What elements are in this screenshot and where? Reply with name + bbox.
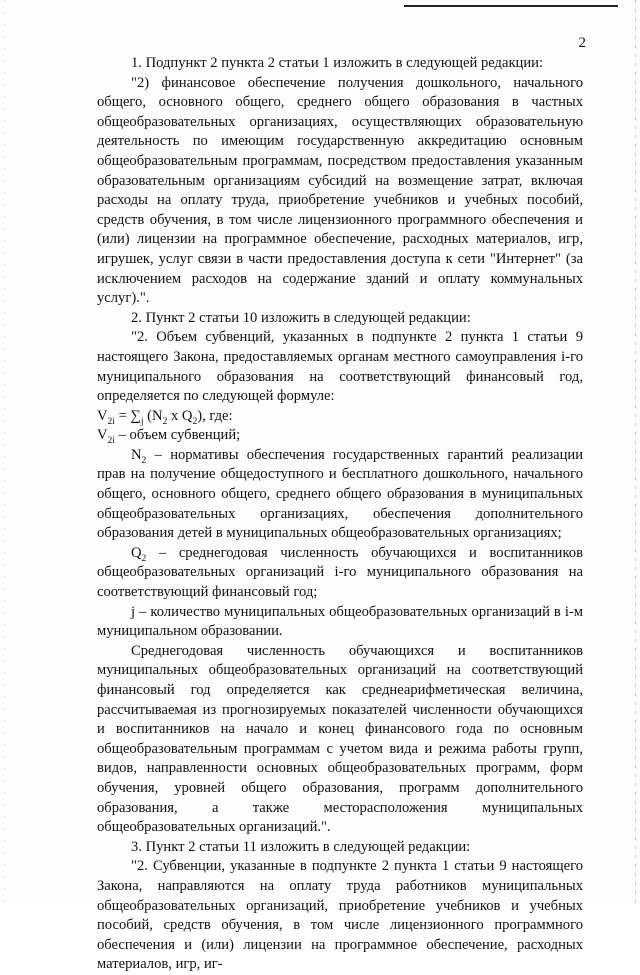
definition-v-text: – объем субвенций; [114, 427, 241, 444]
definition-v-symbol: $V_{2i}$ [97, 427, 115, 447]
scan-edge-right [635, 0, 636, 905]
definition-n [97, 446, 583, 544]
subvention-formula [97, 407, 583, 427]
formula-n-symbol: (N [143, 407, 163, 424]
formula-tail: ), где: [197, 407, 233, 424]
formula-sum-subscript: j [140, 416, 144, 427]
formula-q-symbol: x Q [167, 407, 193, 424]
amendment-3-heading: 3. Пункт 2 статьи 11 изложить в следующей редакции: [131, 838, 471, 855]
average-enrollment-paragraph: Среднегодовая численность обучающихся и воспитанников муниципальных общеобразовательных организаций на соответствующий финансовый год определяется как среднеарифметическая величина, рассчитываемая из прогнозируемых показателей численности обучающихся и воспитанников на начало и конец финансового года по основным общеобразовательным программам с учетом вида и режима работы групп, видов, направленности основных общеобразовательных программ, форм обучения, уровней общего образования, программ дополнительного образования, а также месторасположения муниципальных общеобразовательных организаций.". [97, 642, 583, 836]
amendment-2-heading: 2. Пункт 2 статьи 10 изложить в следующей редакции: [131, 309, 471, 326]
definition-n-symbol: $N_2$ [131, 446, 147, 466]
header-rule [404, 5, 618, 7]
amendment-3-text: "2. Субвенции, указанные в подпункте 2 пункта 1 статьи 9 настоящего Закона, направляются на оплату труда работников муниципальных общеобразовательных организаций, приобретение учебников и учебных пособий, средств обучения, в том числе лицензионного программного обеспечения и (или) лицензии на программное обеспечение, расходных материалов, игр, иг- [97, 858, 583, 973]
amendment-1-text: "2) финансовое обеспечение получения дошкольного, начального общего, основного общего, среднего общего образования в частных общеобразовательных организациях, осуществляющих образовательную деятельность по имеющим государственную аккредитацию основным общеобразовательным программам, посредством предоставления указанным образовательным организациям субсидий на возмещение затрат, включая расходы на оплату труда, приобретение учебников и учебных пособий, средств обучения, в том числе лицензионного программного обеспечения и (или) лицензии на программное обеспечение, расходных материалов, игр, игрушек, услуг связи в части предоставления доступа к сети "Интернет" (за исключением расходов на содержание зданий и оплату коммунальных услуг).". [97, 74, 583, 307]
amendment-1-heading: 1. Подпункт 2 пункта 2 статьи 1 изложить в следующей редакции: [131, 55, 544, 71]
amendment-2-text: "2. Объем субвенций, указанных в подпункте 2 пункта 1 статьи 9 настоящего Закона, предоставляемых органам местного самоуправления i-го муниципального образования на соответствующий финансовый год, определяется по следующей формуле: [97, 329, 583, 405]
definition-j-symbol: j [131, 603, 136, 620]
definition-j [97, 603, 583, 642]
page-number: 2 [578, 35, 586, 51]
formula-n-subscript: 2 [162, 416, 168, 427]
formula-q-subscript: 2 [192, 416, 198, 427]
definition-q [97, 544, 583, 603]
scan-edge-left [4, 0, 5, 905]
formula-v-subscript: 2i [107, 416, 115, 427]
definition-q-symbol: $Q_2$ [131, 544, 147, 564]
definition-n-text: – нормативы обеспечения государственных гарантий реализации прав на получение общедоступного и бесплатного дошкольного, начального общего, основного общего, среднего общего образования в муниципальных общеобразовательных организациях, обеспечения дополнительного образования детей в муниципальных общеобразовательных организациях; [97, 446, 583, 542]
definition-q-text: – среднегодовая численность обучающихся и воспитанников общеобразовательных организаций i-го муниципального образования на соответствующий финансовый год; [97, 544, 583, 601]
formula-equals-sum: = ∑ [114, 407, 141, 424]
document-body [97, 54, 583, 975]
formula-v-symbol: V [97, 407, 108, 424]
definition-j-text: – количество муниципальных общеобразовательных организаций в i-м муниципальном образовании. [97, 603, 583, 640]
definition-v [97, 426, 583, 446]
